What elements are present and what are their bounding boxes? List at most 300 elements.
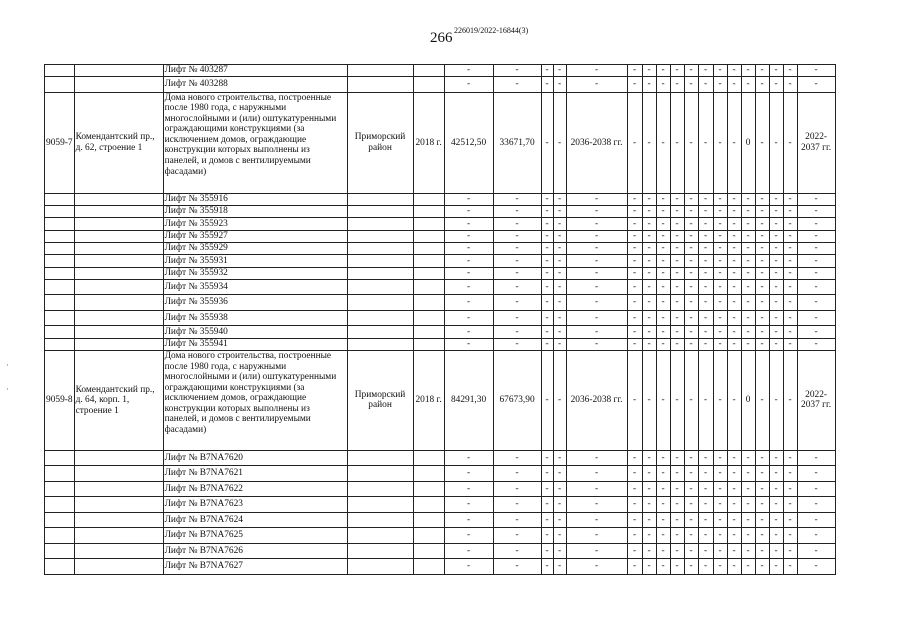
building-work-3: - [656, 92, 670, 193]
cell-area-living: - [493, 279, 541, 295]
cell-work-11: - [769, 310, 783, 326]
cell-work-6: - [698, 295, 713, 311]
cell-work-2: - [642, 242, 656, 254]
cell-period: - [797, 279, 835, 295]
cell-deadline: - [566, 338, 627, 350]
cell-flag-b: - [553, 466, 566, 482]
cell-work-10: - [755, 338, 769, 350]
cell-work-9: - [741, 206, 755, 218]
table-row [45, 450, 836, 466]
cell-work-8: - [727, 295, 741, 311]
cell-id [45, 497, 75, 513]
cell-district [347, 255, 413, 267]
cell-work-7: - [713, 218, 727, 230]
cell-work-9: - [741, 338, 755, 350]
cell-work-11: - [769, 65, 783, 77]
cell-address [74, 512, 163, 528]
cell-work-11: - [769, 295, 783, 311]
cell-area-total: - [444, 65, 493, 77]
cell-flag-b: - [553, 295, 566, 311]
building-area-total: 42512,50 [444, 92, 493, 193]
building-deadline: 2036-2038 гг. [566, 350, 627, 450]
table-row [45, 326, 836, 338]
cell-area-total: - [444, 193, 493, 205]
cell-work-10: - [755, 528, 769, 544]
building-address: Комендантский пр., д. 64, корп. 1, строение 1 [74, 350, 163, 450]
cell-work-4: - [670, 450, 684, 466]
cell-area-total: - [444, 242, 493, 254]
lift-label: Лифт № B7NA7620 [163, 450, 347, 466]
cell-work-7: - [713, 338, 727, 350]
cell-work-4: - [670, 559, 684, 575]
cell-work-3: - [656, 310, 670, 326]
building-work-2: - [642, 350, 656, 450]
building-area-living: 67673,90 [493, 350, 541, 450]
cell-district [347, 206, 413, 218]
cell-id [45, 77, 75, 93]
cell-flag-a: - [541, 77, 553, 93]
cell-work-4: - [670, 326, 684, 338]
cell-work-5: - [684, 450, 698, 466]
cell-work-5: - [684, 528, 698, 544]
cell-deadline: - [566, 242, 627, 254]
cell-work-3: - [656, 466, 670, 482]
cell-address [74, 230, 163, 242]
cell-work-9: - [741, 255, 755, 267]
cell-flag-b: - [553, 450, 566, 466]
cell-work-7: - [713, 255, 727, 267]
table-row [45, 559, 836, 575]
cell-work-5: - [684, 310, 698, 326]
cell-area-total: - [444, 559, 493, 575]
building-row [45, 350, 836, 450]
lift-label: Лифт № 355936 [163, 295, 347, 311]
cell-work-5: - [684, 279, 698, 295]
cell-area-total: - [444, 466, 493, 482]
cell-id [45, 206, 75, 218]
building-zero: 0 [741, 92, 755, 193]
cell-work-3: - [656, 543, 670, 559]
cell-work-3: - [656, 295, 670, 311]
cell-work-2: - [642, 543, 656, 559]
cell-area-living: - [493, 559, 541, 575]
cell-district [347, 528, 413, 544]
cell-district [347, 279, 413, 295]
cell-id [45, 255, 75, 267]
cell-work-2: - [642, 466, 656, 482]
cell-flag-b: - [553, 255, 566, 267]
cell-address [74, 466, 163, 482]
cell-work-10: - [755, 295, 769, 311]
cell-flag-a: - [541, 193, 553, 205]
table-row [45, 481, 836, 497]
lift-label: Лифт № 355929 [163, 242, 347, 254]
cell-work-6: - [698, 466, 713, 482]
table-row [45, 255, 836, 267]
cell-work-4: - [670, 295, 684, 311]
cell-work-7: - [713, 310, 727, 326]
cell-work-3: - [656, 450, 670, 466]
cell-work-9: - [741, 77, 755, 93]
cell-work-4: - [670, 267, 684, 279]
cell-work-1: - [627, 543, 642, 559]
cell-area-living: - [493, 310, 541, 326]
cell-work-10: - [755, 65, 769, 77]
cell-work-11: - [769, 338, 783, 350]
cell-work-2: - [642, 206, 656, 218]
cell-work-4: - [670, 466, 684, 482]
cell-area-living: - [493, 242, 541, 254]
cell-address [74, 543, 163, 559]
cell-year [413, 497, 444, 513]
cell-area-total: - [444, 338, 493, 350]
cell-work-4: - [670, 65, 684, 77]
cell-work-8: - [727, 338, 741, 350]
cell-work-5: - [684, 242, 698, 254]
cell-work-4: - [670, 310, 684, 326]
cell-flag-a: - [541, 528, 553, 544]
cell-area-living: - [493, 481, 541, 497]
cell-work-11: - [769, 466, 783, 482]
cell-work-9: - [741, 267, 755, 279]
cell-work-5: - [684, 230, 698, 242]
margin-mark: · [6, 360, 9, 370]
cell-year [413, 255, 444, 267]
building-work-7: - [713, 92, 727, 193]
building-row [45, 92, 836, 193]
cell-address [74, 497, 163, 513]
cell-work-12: - [783, 77, 797, 93]
cell-work-10: - [755, 326, 769, 338]
table-row [45, 497, 836, 513]
cell-year [413, 230, 444, 242]
cell-district [347, 295, 413, 311]
cell-work-5: - [684, 267, 698, 279]
cell-work-2: - [642, 279, 656, 295]
register-table-body [45, 65, 836, 575]
cell-work-7: - [713, 497, 727, 513]
cell-work-10: - [755, 242, 769, 254]
cell-work-4: - [670, 497, 684, 513]
cell-work-2: - [642, 65, 656, 77]
cell-flag-a: - [541, 497, 553, 513]
cell-period: - [797, 512, 835, 528]
cell-work-10: - [755, 230, 769, 242]
cell-work-6: - [698, 242, 713, 254]
cell-id [45, 528, 75, 544]
lift-label: Лифт № 355940 [163, 326, 347, 338]
cell-work-12: - [783, 481, 797, 497]
cell-work-11: - [769, 326, 783, 338]
table-row [45, 528, 836, 544]
cell-address [74, 326, 163, 338]
cell-flag-b: - [553, 326, 566, 338]
cell-year [413, 512, 444, 528]
cell-work-1: - [627, 255, 642, 267]
cell-area-total: - [444, 218, 493, 230]
cell-work-3: - [656, 230, 670, 242]
table-row [45, 242, 836, 254]
cell-work-2: - [642, 559, 656, 575]
cell-work-6: - [698, 543, 713, 559]
cell-flag-a: - [541, 310, 553, 326]
cell-address [74, 450, 163, 466]
cell-address [74, 242, 163, 254]
cell-id [45, 512, 75, 528]
table-row [45, 230, 836, 242]
cell-address [74, 310, 163, 326]
cell-work-3: - [656, 481, 670, 497]
cell-area-living: - [493, 466, 541, 482]
cell-area-living: - [493, 497, 541, 513]
cell-work-7: - [713, 466, 727, 482]
building-work-5: - [684, 92, 698, 193]
cell-period: - [797, 218, 835, 230]
cell-area-total: - [444, 230, 493, 242]
cell-work-5: - [684, 255, 698, 267]
cell-work-8: - [727, 193, 741, 205]
cell-area-living: - [493, 326, 541, 338]
building-work-4: - [670, 350, 684, 450]
cell-id [45, 559, 75, 575]
cell-area-living: - [493, 193, 541, 205]
building-period: 2022-2037 гг. [797, 350, 835, 450]
cell-work-9: - [741, 242, 755, 254]
cell-area-living: - [493, 295, 541, 311]
cell-work-2: - [642, 77, 656, 93]
cell-work-12: - [783, 242, 797, 254]
building-zero: 0 [741, 350, 755, 450]
cell-deadline: - [566, 267, 627, 279]
cell-work-1: - [627, 242, 642, 254]
cell-work-4: - [670, 279, 684, 295]
cell-work-10: - [755, 77, 769, 93]
lift-label: Лифт № 403287 [163, 65, 347, 77]
cell-period: - [797, 295, 835, 311]
building-description: Дома нового строительства, построенные после 1980 года, с наружными многослойными и (или) оштукатуренными ограждающими конструкциями (за исключением домов, ограждающие конструкции которых выполнены из панелей, и домов с вентилируемыми фасадами) [163, 92, 347, 193]
cell-work-5: - [684, 326, 698, 338]
building-id: 9059-8 [45, 350, 75, 450]
cell-work-8: - [727, 206, 741, 218]
cell-work-5: - [684, 497, 698, 513]
cell-work-10: - [755, 481, 769, 497]
cell-work-6: - [698, 559, 713, 575]
cell-work-4: - [670, 255, 684, 267]
cell-work-8: - [727, 481, 741, 497]
cell-area-living: - [493, 206, 541, 218]
cell-work-11: - [769, 481, 783, 497]
building-year: 2018 г. [413, 350, 444, 450]
cell-year [413, 326, 444, 338]
cell-flag-b: - [553, 512, 566, 528]
cell-work-12: - [783, 230, 797, 242]
cell-work-7: - [713, 481, 727, 497]
cell-district [347, 326, 413, 338]
cell-work-12: - [783, 267, 797, 279]
cell-work-11: - [769, 193, 783, 205]
cell-work-1: - [627, 450, 642, 466]
cell-work-2: - [642, 450, 656, 466]
cell-work-6: - [698, 267, 713, 279]
cell-work-12: - [783, 255, 797, 267]
cell-work-12: - [783, 310, 797, 326]
margin-mark: · [6, 384, 9, 394]
cell-work-3: - [656, 193, 670, 205]
cell-work-1: - [627, 326, 642, 338]
cell-work-10: - [755, 559, 769, 575]
cell-id [45, 481, 75, 497]
cell-work-2: - [642, 230, 656, 242]
cell-work-9: - [741, 450, 755, 466]
cell-work-2: - [642, 481, 656, 497]
cell-flag-b: - [553, 338, 566, 350]
cell-work-8: - [727, 267, 741, 279]
cell-deadline: - [566, 310, 627, 326]
cell-district [347, 466, 413, 482]
table-row [45, 543, 836, 559]
cell-area-total: - [444, 206, 493, 218]
cell-work-6: - [698, 255, 713, 267]
cell-work-2: - [642, 338, 656, 350]
cell-work-7: - [713, 512, 727, 528]
cell-work-5: - [684, 295, 698, 311]
cell-period: - [797, 481, 835, 497]
cell-id [45, 450, 75, 466]
lift-label: Лифт № B7NA7623 [163, 497, 347, 513]
cell-district [347, 310, 413, 326]
cell-area-total: - [444, 267, 493, 279]
cell-period: - [797, 255, 835, 267]
cell-work-7: - [713, 267, 727, 279]
cell-period: - [797, 267, 835, 279]
cell-work-9: - [741, 310, 755, 326]
cell-work-6: - [698, 279, 713, 295]
cell-work-1: - [627, 310, 642, 326]
lift-label: Лифт № 355932 [163, 267, 347, 279]
cell-area-living: - [493, 65, 541, 77]
cell-work-1: - [627, 295, 642, 311]
building-work-8: - [727, 92, 741, 193]
cell-work-9: - [741, 65, 755, 77]
cell-work-1: - [627, 193, 642, 205]
cell-deadline: - [566, 193, 627, 205]
building-work-11: - [769, 350, 783, 450]
cell-deadline: - [566, 279, 627, 295]
cell-work-9: - [741, 543, 755, 559]
cell-work-9: - [741, 218, 755, 230]
cell-work-6: - [698, 230, 713, 242]
cell-deadline: - [566, 326, 627, 338]
building-work-1: - [627, 350, 642, 450]
cell-work-9: - [741, 512, 755, 528]
cell-address [74, 77, 163, 93]
cell-id [45, 295, 75, 311]
cell-id [45, 543, 75, 559]
cell-work-11: - [769, 450, 783, 466]
building-deadline: 2036-2038 гг. [566, 92, 627, 193]
cell-work-9: - [741, 326, 755, 338]
lift-label: Лифт № 355941 [163, 338, 347, 350]
cell-address [74, 267, 163, 279]
cell-flag-b: - [553, 218, 566, 230]
cell-work-1: - [627, 481, 642, 497]
cell-work-7: - [713, 193, 727, 205]
cell-work-4: - [670, 481, 684, 497]
cell-district [347, 512, 413, 528]
cell-work-11: - [769, 206, 783, 218]
cell-work-4: - [670, 543, 684, 559]
table-row [45, 65, 836, 77]
cell-work-12: - [783, 65, 797, 77]
cell-work-6: - [698, 528, 713, 544]
lift-label: Лифт № 355934 [163, 279, 347, 295]
cell-period: - [797, 242, 835, 254]
cell-work-7: - [713, 528, 727, 544]
building-district: Приморский район [347, 92, 413, 193]
building-work-4: - [670, 92, 684, 193]
cell-year [413, 559, 444, 575]
cell-work-1: - [627, 559, 642, 575]
cell-year [413, 77, 444, 93]
lift-label: Лифт № 355918 [163, 206, 347, 218]
cell-work-12: - [783, 338, 797, 350]
cell-period: - [797, 450, 835, 466]
cell-work-8: - [727, 466, 741, 482]
cell-work-2: - [642, 193, 656, 205]
cell-area-total: - [444, 450, 493, 466]
cell-flag-b: - [553, 279, 566, 295]
cell-work-11: - [769, 242, 783, 254]
building-period: 2022-2037 гг. [797, 92, 835, 193]
cell-year [413, 466, 444, 482]
building-flag-a: - [541, 92, 553, 193]
cell-work-8: - [727, 450, 741, 466]
cell-work-3: - [656, 528, 670, 544]
cell-flag-a: - [541, 512, 553, 528]
cell-district [347, 559, 413, 575]
cell-flag-a: - [541, 242, 553, 254]
cell-work-5: - [684, 77, 698, 93]
cell-area-total: - [444, 512, 493, 528]
cell-work-3: - [656, 206, 670, 218]
cell-deadline: - [566, 450, 627, 466]
cell-period: - [797, 466, 835, 482]
cell-work-6: - [698, 218, 713, 230]
cell-work-10: - [755, 267, 769, 279]
cell-work-11: - [769, 543, 783, 559]
cell-work-12: - [783, 206, 797, 218]
cell-deadline: - [566, 481, 627, 497]
table-row [45, 218, 836, 230]
cell-work-2: - [642, 528, 656, 544]
cell-work-3: - [656, 497, 670, 513]
cell-area-total: - [444, 528, 493, 544]
cell-work-9: - [741, 230, 755, 242]
lift-label: Лифт № B7NA7627 [163, 559, 347, 575]
cell-area-living: - [493, 230, 541, 242]
building-work-6: - [698, 350, 713, 450]
cell-work-8: - [727, 279, 741, 295]
cell-work-8: - [727, 65, 741, 77]
cell-flag-b: - [553, 77, 566, 93]
cell-area-total: - [444, 255, 493, 267]
building-flag-b: - [553, 350, 566, 450]
cell-district [347, 338, 413, 350]
cell-work-1: - [627, 338, 642, 350]
cell-flag-a: - [541, 218, 553, 230]
building-work-8: - [727, 350, 741, 450]
cell-address [74, 559, 163, 575]
